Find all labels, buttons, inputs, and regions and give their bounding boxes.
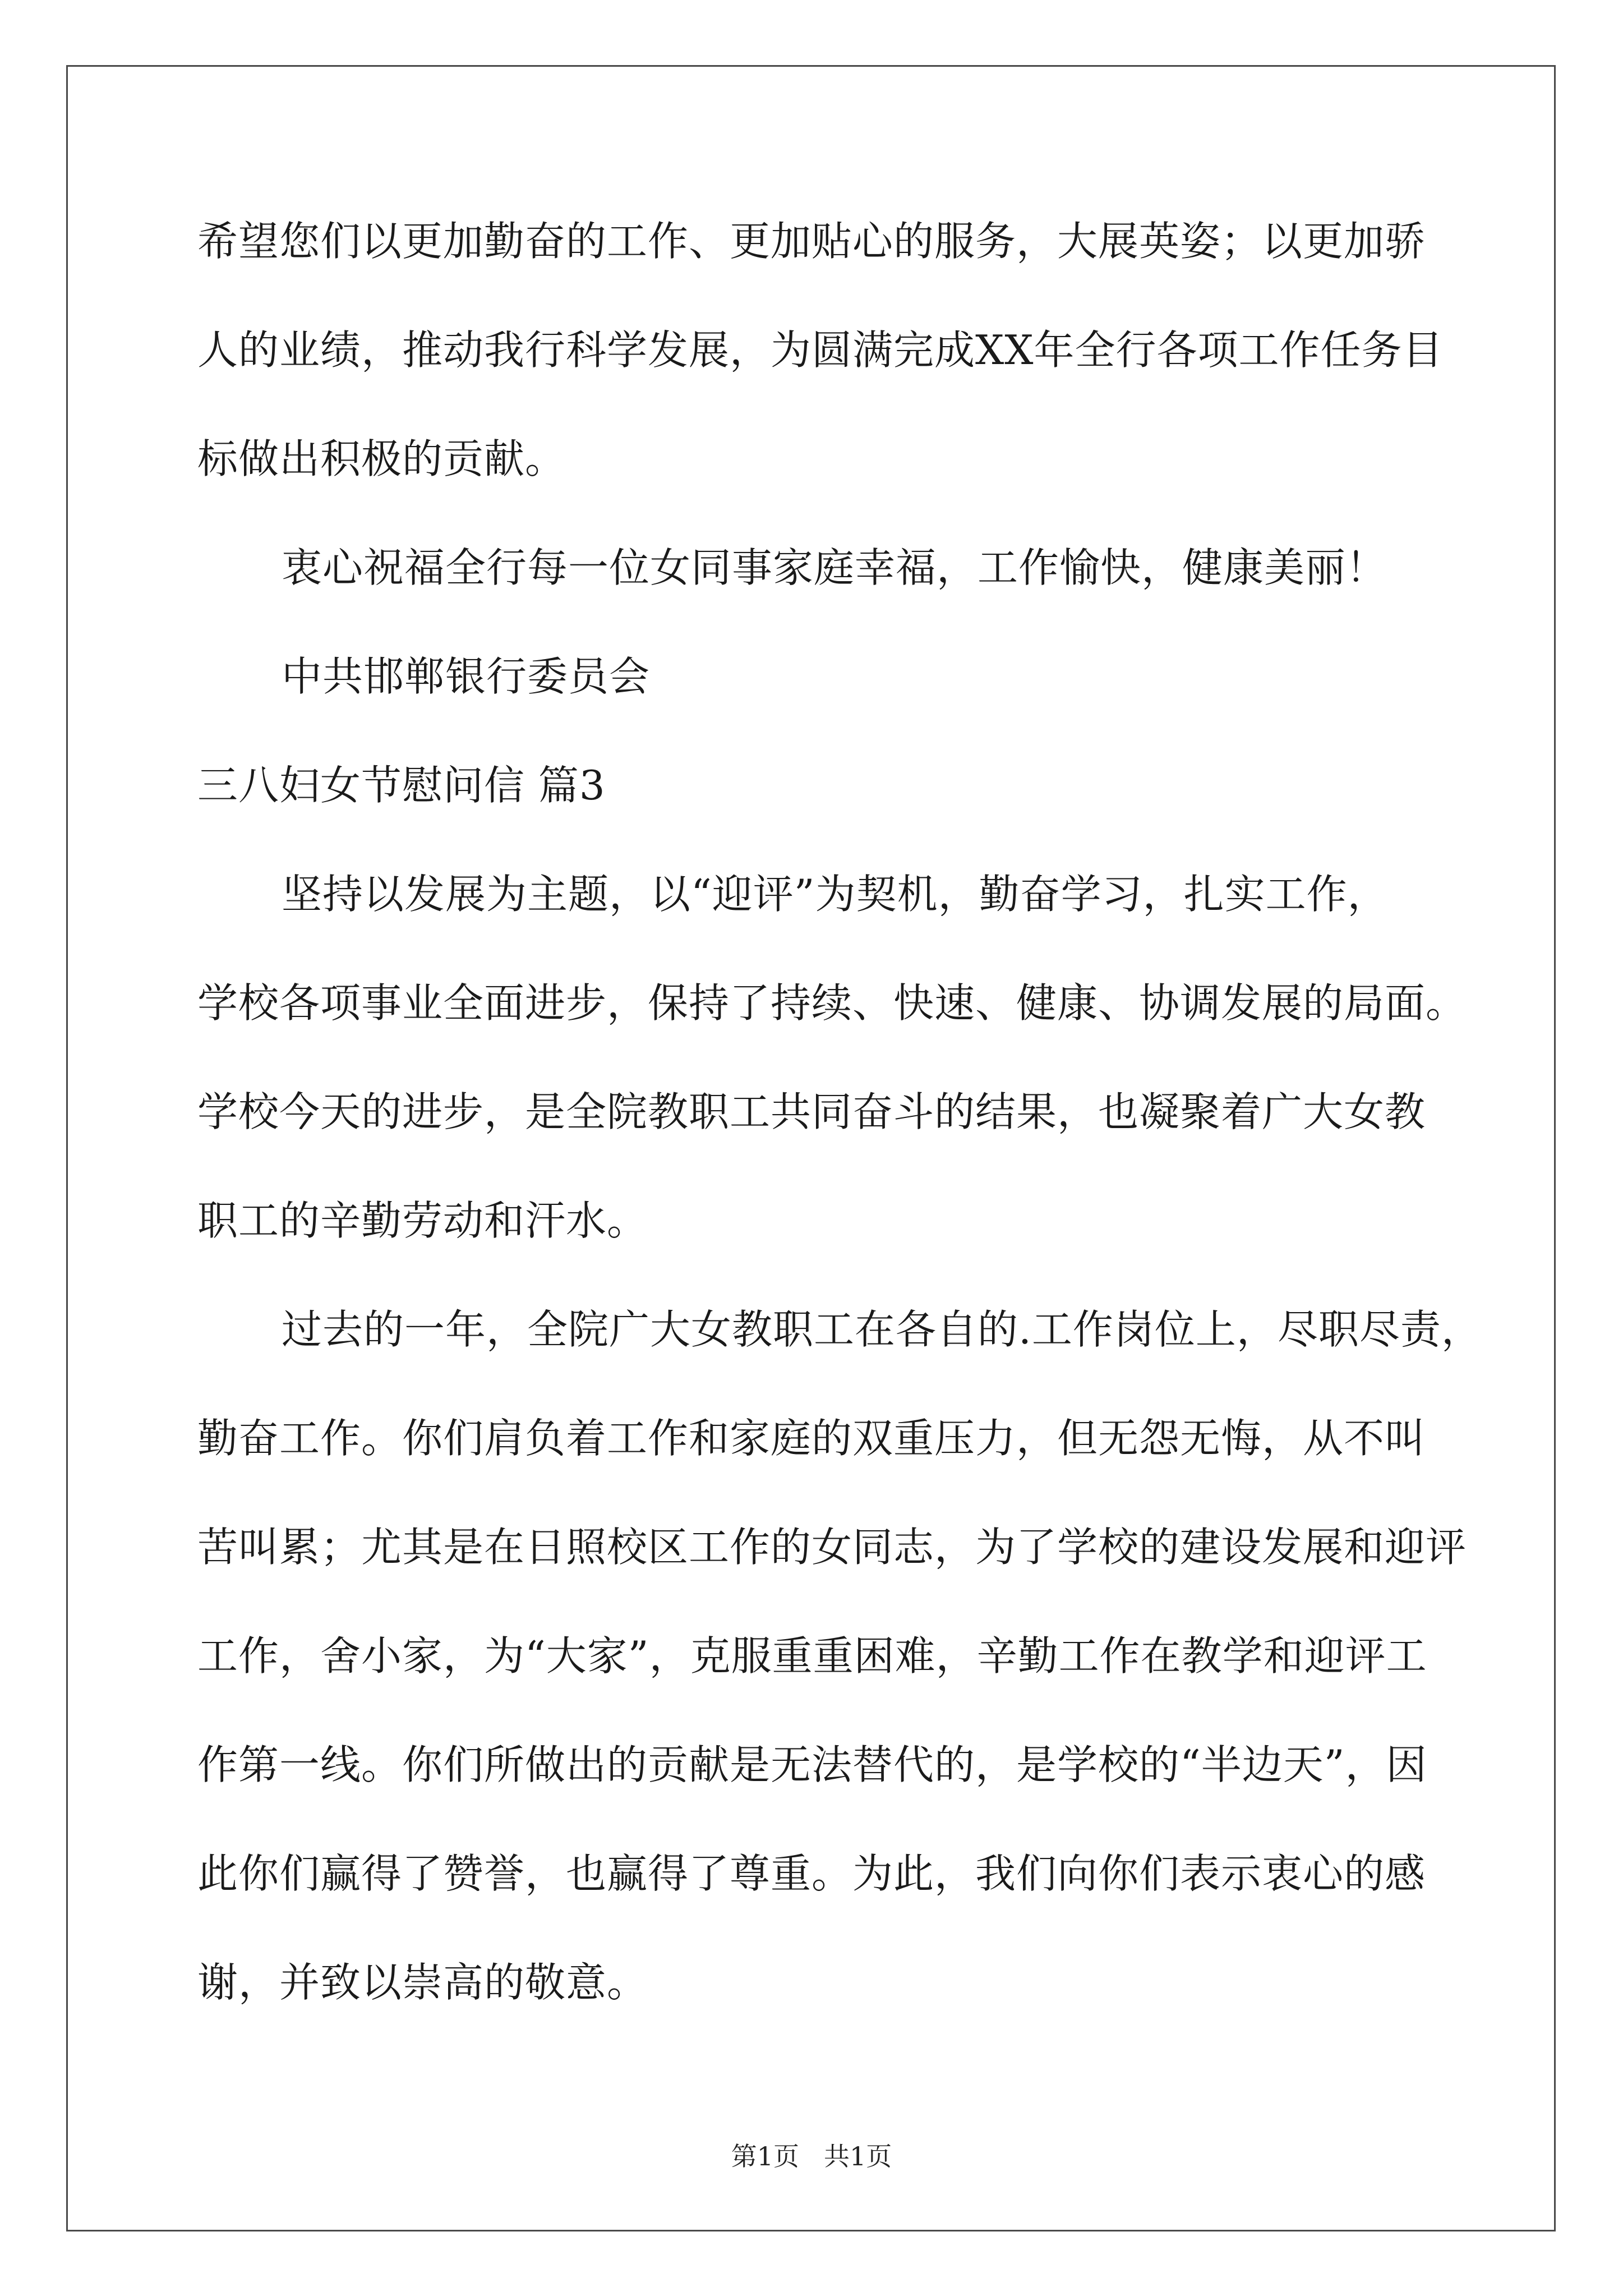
page-number: 第1页 (731, 2141, 799, 2171)
paragraph-line: 职工的辛勤劳动和汗水。 (197, 1197, 648, 1244)
paragraph-line: 作第一线。你们所做出的贡献是无法替代的，是学校的“半边天”，因 (197, 1741, 1427, 1788)
page-total: 共1页 (824, 2141, 892, 2171)
paragraph-line: 希望您们以更加勤奋的工作、更加贴心的服务，大展英姿；以更加骄 (197, 218, 1426, 265)
paragraph-line: 勤奋工作。你们肩负着工作和家庭的双重压力，但无怨无悔，从不叫 (197, 1415, 1426, 1462)
section-heading: 三八妇女节慰问信 篇3 (197, 762, 606, 809)
paragraph-line: 坚持以发展为主题，以“迎评”为契机，勤奋学习，扎实工作， (282, 871, 1389, 918)
paragraph-line: 学校各项事业全面进步，保持了持续、快速、健康、协调发展的局面。 (197, 979, 1467, 1027)
paragraph-line: 标做出积极的贡献。 (197, 435, 566, 482)
paragraph-line: 人的业绩，推动我行科学发展，为圆满完成XX年全行各项工作任务目 (197, 326, 1444, 374)
signature-line: 中共邯郸银行委员会 (282, 653, 651, 700)
page-footer (0, 2136, 1623, 2173)
paragraph-line: 谢，并致以崇高的敬意。 (197, 1959, 648, 2006)
paragraph-line: 过去的一年，全院广大女教职工在各自的.工作岗位上，尽职尽责， (282, 1306, 1482, 1353)
paragraph-line: 工作，舍小家，为“大家”，克服重重困难，辛勤工作在教学和迎评工 (197, 1632, 1427, 1680)
paragraph-line: 衷心祝福全行每一位女同事家庭幸福，工作愉快，健康美丽！ (282, 544, 1387, 591)
paragraph-line: 学校今天的进步，是全院教职工共同奋斗的结果，也凝聚着广大女教 (197, 1088, 1426, 1135)
paragraph-line: 苦叫累；尤其是在日照校区工作的女同志，为了学校的建设发展和迎评 (197, 1524, 1467, 1571)
paragraph-line: 此你们赢得了赞誉，也赢得了尊重。为此，我们向你们表示衷心的感 (197, 1850, 1426, 1897)
